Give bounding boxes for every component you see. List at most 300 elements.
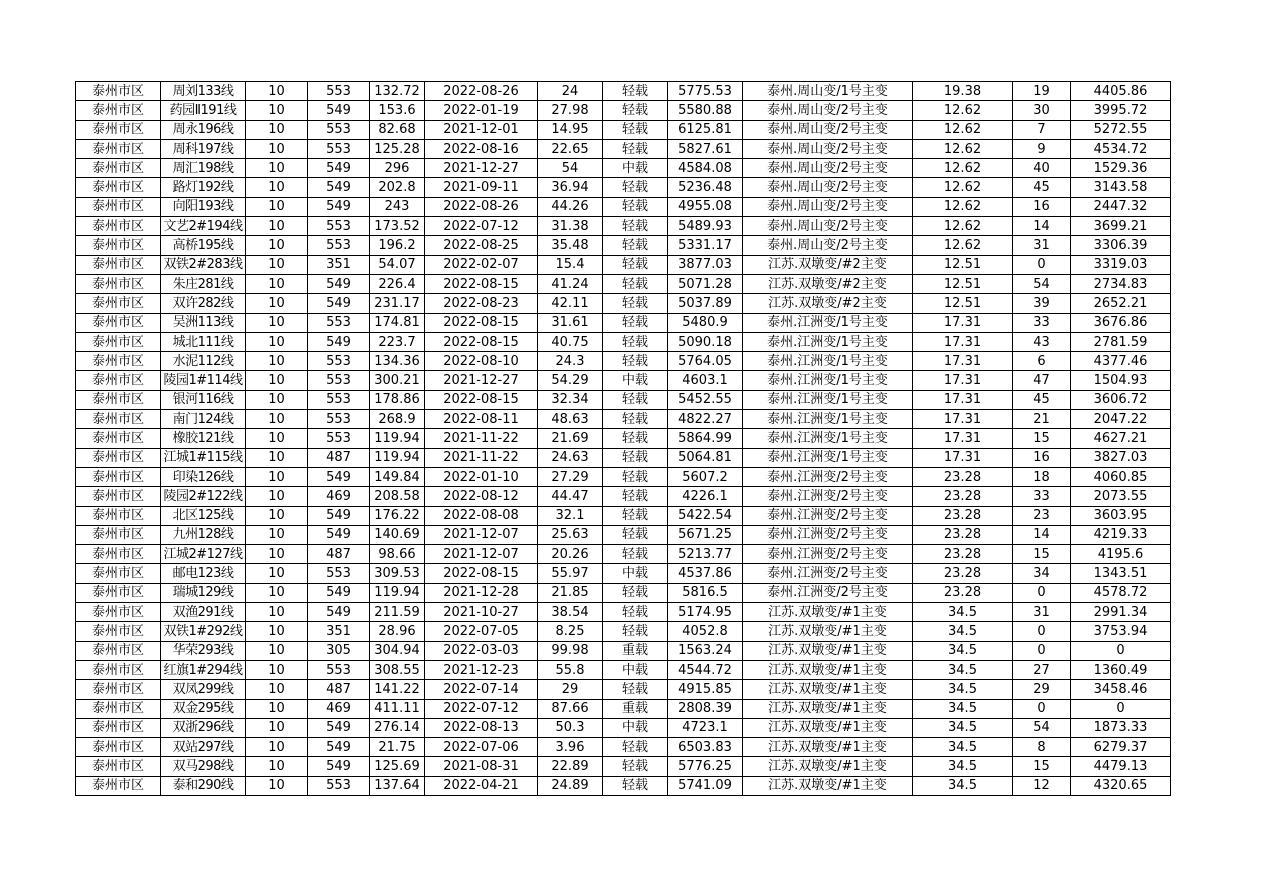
cell-available-capacity: 2652.21 (1071, 294, 1171, 313)
cell-load-rate: 48.63 (538, 410, 603, 429)
cell-voltage: 10 (246, 776, 308, 795)
cell-date: 2022-08-12 (425, 487, 538, 506)
cell-rated-current: 549 (308, 506, 370, 525)
table-row (76, 487, 1171, 506)
cell-date: 2022-08-23 (425, 294, 538, 313)
cell-rated-current: 549 (308, 101, 370, 120)
cell-count: 16 (1013, 448, 1071, 467)
cell-date: 2022-07-12 (425, 699, 538, 718)
cell-load-status: 轻载 (603, 738, 668, 757)
cell-transformer-load: 23.28 (913, 506, 1013, 525)
cell-transformer: 江苏.双墩变/#1主变 (743, 641, 913, 660)
cell-rated-current: 549 (308, 525, 370, 544)
cell-line-name: 药园Ⅱ191线 (161, 101, 246, 120)
cell-transformer: 江苏.双墩变/#1主变 (743, 738, 913, 757)
cell-transformer: 泰州.江洲变/1号主变 (743, 371, 913, 390)
table-row (76, 101, 1171, 120)
cell-rated-current: 549 (308, 197, 370, 216)
cell-load-status: 轻载 (603, 101, 668, 120)
cell-max-current: 231.17 (370, 294, 425, 313)
cell-rated-current: 487 (308, 448, 370, 467)
cell-load-rate: 27.29 (538, 467, 603, 486)
cell-transformer-load: 17.31 (913, 371, 1013, 390)
table-row (76, 352, 1171, 371)
table-row (76, 120, 1171, 139)
cell-date: 2021-08-31 (425, 757, 538, 776)
cell-date: 2022-08-10 (425, 352, 538, 371)
cell-max-current: 125.69 (370, 757, 425, 776)
cell-capacity: 4226.1 (668, 487, 743, 506)
cell-capacity: 5776.25 (668, 757, 743, 776)
cell-count: 12 (1013, 776, 1071, 795)
cell-load-status: 轻载 (603, 506, 668, 525)
cell-load-rate: 54.29 (538, 371, 603, 390)
table-body (76, 82, 1171, 796)
cell-voltage: 10 (246, 390, 308, 409)
cell-voltage: 10 (246, 487, 308, 506)
cell-voltage: 10 (246, 120, 308, 139)
cell-max-current: 296 (370, 159, 425, 178)
cell-rated-current: 549 (308, 274, 370, 293)
cell-max-current: 226.4 (370, 274, 425, 293)
cell-load-status: 轻载 (603, 583, 668, 602)
cell-transformer: 泰州.周山变/2号主变 (743, 101, 913, 120)
cell-transformer: 泰州.江洲变/2号主变 (743, 564, 913, 583)
cell-line-name: 朱庄281线 (161, 274, 246, 293)
cell-transformer: 江苏.双墩变/#1主变 (743, 603, 913, 622)
cell-capacity: 5480.9 (668, 313, 743, 332)
cell-transformer: 江苏.双墩变/#2主变 (743, 255, 913, 274)
cell-area: 泰州市区 (76, 410, 161, 429)
cell-transformer: 江苏.双墩变/#1主变 (743, 680, 913, 699)
cell-transformer-load: 17.31 (913, 332, 1013, 351)
table-row (76, 583, 1171, 602)
cell-transformer: 泰州.周山变/2号主变 (743, 159, 913, 178)
cell-available-capacity: 6279.37 (1071, 738, 1171, 757)
cell-max-current: 276.14 (370, 718, 425, 737)
cell-line-name: 南门124线 (161, 410, 246, 429)
cell-load-status: 中载 (603, 718, 668, 737)
cell-capacity: 5090.18 (668, 332, 743, 351)
cell-available-capacity: 4534.72 (1071, 139, 1171, 158)
cell-capacity: 4955.08 (668, 197, 743, 216)
cell-voltage: 10 (246, 699, 308, 718)
cell-capacity: 4603.1 (668, 371, 743, 390)
cell-area: 泰州市区 (76, 467, 161, 486)
cell-capacity: 5827.61 (668, 139, 743, 158)
cell-rated-current: 549 (308, 738, 370, 757)
cell-load-rate: 20.26 (538, 545, 603, 564)
cell-load-rate: 24.89 (538, 776, 603, 795)
cell-line-name: 双铁1#292线 (161, 622, 246, 641)
cell-rated-current: 487 (308, 680, 370, 699)
cell-date: 2021-12-07 (425, 525, 538, 544)
cell-transformer: 泰州.江洲变/2号主变 (743, 467, 913, 486)
cell-max-current: 178.86 (370, 390, 425, 409)
cell-max-current: 223.7 (370, 332, 425, 351)
cell-date: 2021-12-27 (425, 371, 538, 390)
cell-count: 33 (1013, 313, 1071, 332)
cell-voltage: 10 (246, 352, 308, 371)
cell-available-capacity: 3753.94 (1071, 622, 1171, 641)
cell-capacity: 4052.8 (668, 622, 743, 641)
cell-max-current: 208.58 (370, 487, 425, 506)
cell-capacity: 4584.08 (668, 159, 743, 178)
cell-available-capacity: 2447.32 (1071, 197, 1171, 216)
cell-load-status: 轻载 (603, 294, 668, 313)
cell-available-capacity: 3143.58 (1071, 178, 1171, 197)
cell-transformer-load: 17.31 (913, 313, 1013, 332)
table-row (76, 255, 1171, 274)
cell-transformer-load: 23.28 (913, 467, 1013, 486)
cell-area: 泰州市区 (76, 564, 161, 583)
cell-voltage: 10 (246, 178, 308, 197)
cell-voltage: 10 (246, 564, 308, 583)
cell-transformer-load: 23.28 (913, 525, 1013, 544)
cell-line-name: 路灯192线 (161, 178, 246, 197)
cell-transformer-load: 17.31 (913, 429, 1013, 448)
cell-load-status: 轻载 (603, 429, 668, 448)
cell-transformer: 泰州.江洲变/2号主变 (743, 525, 913, 544)
cell-load-status: 中载 (603, 660, 668, 679)
cell-area: 泰州市区 (76, 236, 161, 255)
cell-load-rate: 3.96 (538, 738, 603, 757)
cell-count: 31 (1013, 236, 1071, 255)
cell-count: 15 (1013, 429, 1071, 448)
cell-area: 泰州市区 (76, 506, 161, 525)
cell-rated-current: 549 (308, 332, 370, 351)
cell-voltage: 10 (246, 429, 308, 448)
cell-count: 30 (1013, 101, 1071, 120)
cell-load-status: 轻载 (603, 603, 668, 622)
cell-date: 2021-12-07 (425, 545, 538, 564)
cell-voltage: 10 (246, 274, 308, 293)
cell-line-name: 双凤299线 (161, 680, 246, 699)
cell-transformer-load: 19.38 (913, 82, 1013, 101)
cell-date: 2022-01-19 (425, 101, 538, 120)
table-row (76, 294, 1171, 313)
cell-transformer-load: 12.51 (913, 255, 1013, 274)
cell-load-rate: 55.97 (538, 564, 603, 583)
cell-transformer-load: 17.31 (913, 390, 1013, 409)
cell-count: 40 (1013, 159, 1071, 178)
cell-rated-current: 469 (308, 487, 370, 506)
cell-transformer-load: 12.62 (913, 178, 1013, 197)
cell-date: 2022-08-26 (425, 82, 538, 101)
cell-available-capacity: 2047.22 (1071, 410, 1171, 429)
cell-max-current: 132.72 (370, 82, 425, 101)
cell-transformer-load: 34.5 (913, 776, 1013, 795)
cell-available-capacity: 4195.6 (1071, 545, 1171, 564)
cell-rated-current: 553 (308, 390, 370, 409)
cell-transformer: 泰州.周山变/2号主变 (743, 120, 913, 139)
cell-transformer-load: 23.28 (913, 487, 1013, 506)
cell-count: 9 (1013, 139, 1071, 158)
cell-count: 54 (1013, 718, 1071, 737)
table-row (76, 757, 1171, 776)
cell-load-status: 中载 (603, 159, 668, 178)
cell-max-current: 141.22 (370, 680, 425, 699)
cell-date: 2021-11-22 (425, 429, 538, 448)
cell-line-name: 双铁2#283线 (161, 255, 246, 274)
cell-available-capacity: 4320.65 (1071, 776, 1171, 795)
cell-transformer-load: 17.31 (913, 448, 1013, 467)
cell-rated-current: 549 (308, 294, 370, 313)
cell-load-rate: 31.38 (538, 217, 603, 236)
cell-transformer: 江苏.双墩变/#2主变 (743, 294, 913, 313)
cell-transformer: 泰州.周山变/2号主变 (743, 197, 913, 216)
cell-available-capacity: 1504.93 (1071, 371, 1171, 390)
cell-load-rate: 29 (538, 680, 603, 699)
cell-line-name: 周刘133线 (161, 82, 246, 101)
cell-count: 29 (1013, 680, 1071, 699)
table-row (76, 660, 1171, 679)
cell-area: 泰州市区 (76, 680, 161, 699)
cell-rated-current: 553 (308, 82, 370, 101)
cell-capacity: 4537.86 (668, 564, 743, 583)
cell-transformer-load: 34.5 (913, 757, 1013, 776)
cell-capacity: 6503.83 (668, 738, 743, 757)
cell-rated-current: 553 (308, 120, 370, 139)
cell-area: 泰州市区 (76, 429, 161, 448)
cell-load-status: 轻载 (603, 352, 668, 371)
table-row (76, 641, 1171, 660)
cell-capacity: 4915.85 (668, 680, 743, 699)
cell-load-rate: 25.63 (538, 525, 603, 544)
cell-max-current: 300.21 (370, 371, 425, 390)
cell-line-name: 双浙296线 (161, 718, 246, 737)
cell-area: 泰州市区 (76, 757, 161, 776)
cell-available-capacity: 1360.49 (1071, 660, 1171, 679)
cell-date: 2022-08-16 (425, 139, 538, 158)
cell-transformer: 泰州.周山变/2号主变 (743, 217, 913, 236)
cell-transformer: 泰州.江洲变/1号主变 (743, 390, 913, 409)
cell-area: 泰州市区 (76, 448, 161, 467)
cell-date: 2022-08-11 (425, 410, 538, 429)
cell-capacity: 6125.81 (668, 120, 743, 139)
cell-load-status: 轻载 (603, 274, 668, 293)
cell-transformer-load: 34.5 (913, 699, 1013, 718)
cell-capacity: 5331.17 (668, 236, 743, 255)
cell-line-name: 银河116线 (161, 390, 246, 409)
cell-line-name: 双渔291线 (161, 603, 246, 622)
cell-line-name: 印染126线 (161, 467, 246, 486)
cell-line-name: 双站297线 (161, 738, 246, 757)
cell-date: 2022-07-06 (425, 738, 538, 757)
cell-max-current: 82.68 (370, 120, 425, 139)
cell-load-status: 轻载 (603, 332, 668, 351)
cell-voltage: 10 (246, 236, 308, 255)
cell-max-current: 196.2 (370, 236, 425, 255)
cell-load-rate: 8.25 (538, 622, 603, 641)
cell-available-capacity: 4219.33 (1071, 525, 1171, 544)
cell-capacity: 5671.25 (668, 525, 743, 544)
cell-line-name: 陵园2#122线 (161, 487, 246, 506)
cell-load-rate: 22.89 (538, 757, 603, 776)
cell-area: 泰州市区 (76, 352, 161, 371)
cell-capacity: 2808.39 (668, 699, 743, 718)
cell-max-current: 119.94 (370, 448, 425, 467)
cell-available-capacity: 0 (1071, 699, 1171, 718)
cell-voltage: 10 (246, 371, 308, 390)
cell-max-current: 54.07 (370, 255, 425, 274)
cell-load-status: 中载 (603, 564, 668, 583)
cell-available-capacity: 3306.39 (1071, 236, 1171, 255)
cell-line-name: 向阳193线 (161, 197, 246, 216)
cell-load-status: 轻载 (603, 545, 668, 564)
cell-count: 6 (1013, 352, 1071, 371)
table-row (76, 718, 1171, 737)
table-row (76, 506, 1171, 525)
cell-rated-current: 553 (308, 352, 370, 371)
cell-load-rate: 27.98 (538, 101, 603, 120)
cell-capacity: 5741.09 (668, 776, 743, 795)
cell-area: 泰州市区 (76, 487, 161, 506)
table-row (76, 139, 1171, 158)
cell-date: 2022-08-13 (425, 718, 538, 737)
cell-line-name: 高桥195线 (161, 236, 246, 255)
cell-load-rate: 22.65 (538, 139, 603, 158)
cell-load-rate: 21.69 (538, 429, 603, 448)
cell-max-current: 98.66 (370, 545, 425, 564)
cell-area: 泰州市区 (76, 583, 161, 602)
cell-count: 7 (1013, 120, 1071, 139)
cell-voltage: 10 (246, 757, 308, 776)
cell-date: 2022-03-03 (425, 641, 538, 660)
cell-transformer: 江苏.双墩变/#2主变 (743, 274, 913, 293)
cell-capacity: 5864.99 (668, 429, 743, 448)
cell-count: 14 (1013, 217, 1071, 236)
cell-transformer: 泰州.江洲变/1号主变 (743, 332, 913, 351)
cell-transformer: 泰州.江洲变/1号主变 (743, 448, 913, 467)
cell-load-status: 轻载 (603, 680, 668, 699)
cell-area: 泰州市区 (76, 371, 161, 390)
table-row (76, 274, 1171, 293)
cell-voltage: 10 (246, 718, 308, 737)
cell-capacity: 5489.93 (668, 217, 743, 236)
cell-count: 45 (1013, 390, 1071, 409)
cell-area: 泰州市区 (76, 255, 161, 274)
cell-transformer: 江苏.双墩变/#1主变 (743, 757, 913, 776)
cell-line-name: 城北111线 (161, 332, 246, 351)
cell-transformer: 江苏.双墩变/#1主变 (743, 699, 913, 718)
cell-area: 泰州市区 (76, 545, 161, 564)
cell-load-rate: 41.24 (538, 274, 603, 293)
cell-area: 泰州市区 (76, 603, 161, 622)
cell-load-rate: 40.75 (538, 332, 603, 351)
cell-available-capacity: 4405.86 (1071, 82, 1171, 101)
cell-rated-current: 553 (308, 236, 370, 255)
cell-date: 2022-08-15 (425, 390, 538, 409)
cell-transformer-load: 12.62 (913, 217, 1013, 236)
cell-max-current: 309.53 (370, 564, 425, 583)
cell-count: 0 (1013, 699, 1071, 718)
cell-max-current: 119.94 (370, 583, 425, 602)
cell-capacity: 5816.5 (668, 583, 743, 602)
cell-line-name: 华荣293线 (161, 641, 246, 660)
cell-line-name: 文艺2#194线 (161, 217, 246, 236)
cell-transformer-load: 12.62 (913, 139, 1013, 158)
cell-line-name: 邮电123线 (161, 564, 246, 583)
cell-max-current: 137.64 (370, 776, 425, 795)
cell-line-name: 瑞城129线 (161, 583, 246, 602)
cell-load-status: 轻载 (603, 255, 668, 274)
cell-load-status: 轻载 (603, 410, 668, 429)
cell-load-rate: 44.26 (538, 197, 603, 216)
cell-voltage: 10 (246, 197, 308, 216)
cell-available-capacity: 3827.03 (1071, 448, 1171, 467)
cell-rated-current: 549 (308, 757, 370, 776)
cell-transformer: 泰州.江洲变/1号主变 (743, 410, 913, 429)
cell-load-status: 轻载 (603, 139, 668, 158)
cell-voltage: 10 (246, 603, 308, 622)
table-row (76, 525, 1171, 544)
cell-max-current: 308.55 (370, 660, 425, 679)
cell-load-rate: 15.4 (538, 255, 603, 274)
cell-available-capacity: 1529.36 (1071, 159, 1171, 178)
cell-date: 2022-08-25 (425, 236, 538, 255)
table-row (76, 448, 1171, 467)
table-row (76, 564, 1171, 583)
cell-transformer-load: 34.5 (913, 718, 1013, 737)
cell-voltage: 10 (246, 622, 308, 641)
cell-available-capacity: 0 (1071, 641, 1171, 660)
table-row (76, 82, 1171, 101)
cell-available-capacity: 4060.85 (1071, 467, 1171, 486)
cell-transformer: 泰州.江洲变/2号主变 (743, 506, 913, 525)
cell-transformer: 泰州.江洲变/2号主变 (743, 487, 913, 506)
cell-count: 8 (1013, 738, 1071, 757)
cell-available-capacity: 1343.51 (1071, 564, 1171, 583)
cell-area: 泰州市区 (76, 159, 161, 178)
cell-rated-current: 553 (308, 564, 370, 583)
cell-capacity: 3877.03 (668, 255, 743, 274)
cell-line-name: 周永196线 (161, 120, 246, 139)
cell-date: 2022-08-08 (425, 506, 538, 525)
cell-voltage: 10 (246, 255, 308, 274)
cell-count: 21 (1013, 410, 1071, 429)
cell-load-rate: 38.54 (538, 603, 603, 622)
cell-load-status: 轻载 (603, 236, 668, 255)
cell-transformer-load: 34.5 (913, 660, 1013, 679)
cell-line-name: 江城1#115线 (161, 448, 246, 467)
cell-load-rate: 24.63 (538, 448, 603, 467)
cell-load-status: 重载 (603, 699, 668, 718)
cell-rated-current: 549 (308, 603, 370, 622)
cell-rated-current: 553 (308, 139, 370, 158)
cell-voltage: 10 (246, 101, 308, 120)
cell-voltage: 10 (246, 506, 308, 525)
cell-max-current: 211.59 (370, 603, 425, 622)
cell-date: 2021-10-27 (425, 603, 538, 622)
cell-available-capacity: 2781.59 (1071, 332, 1171, 351)
cell-load-status: 轻载 (603, 120, 668, 139)
table-row (76, 429, 1171, 448)
table-row (76, 236, 1171, 255)
cell-capacity: 5580.88 (668, 101, 743, 120)
cell-transformer-load: 12.62 (913, 120, 1013, 139)
cell-transformer-load: 23.28 (913, 564, 1013, 583)
cell-date: 2022-01-10 (425, 467, 538, 486)
cell-voltage: 10 (246, 660, 308, 679)
cell-available-capacity: 3699.21 (1071, 217, 1171, 236)
cell-transformer-load: 12.62 (913, 197, 1013, 216)
cell-load-status: 轻载 (603, 525, 668, 544)
cell-voltage: 10 (246, 680, 308, 699)
cell-area: 泰州市区 (76, 197, 161, 216)
cell-date: 2022-08-26 (425, 197, 538, 216)
table-row (76, 622, 1171, 641)
